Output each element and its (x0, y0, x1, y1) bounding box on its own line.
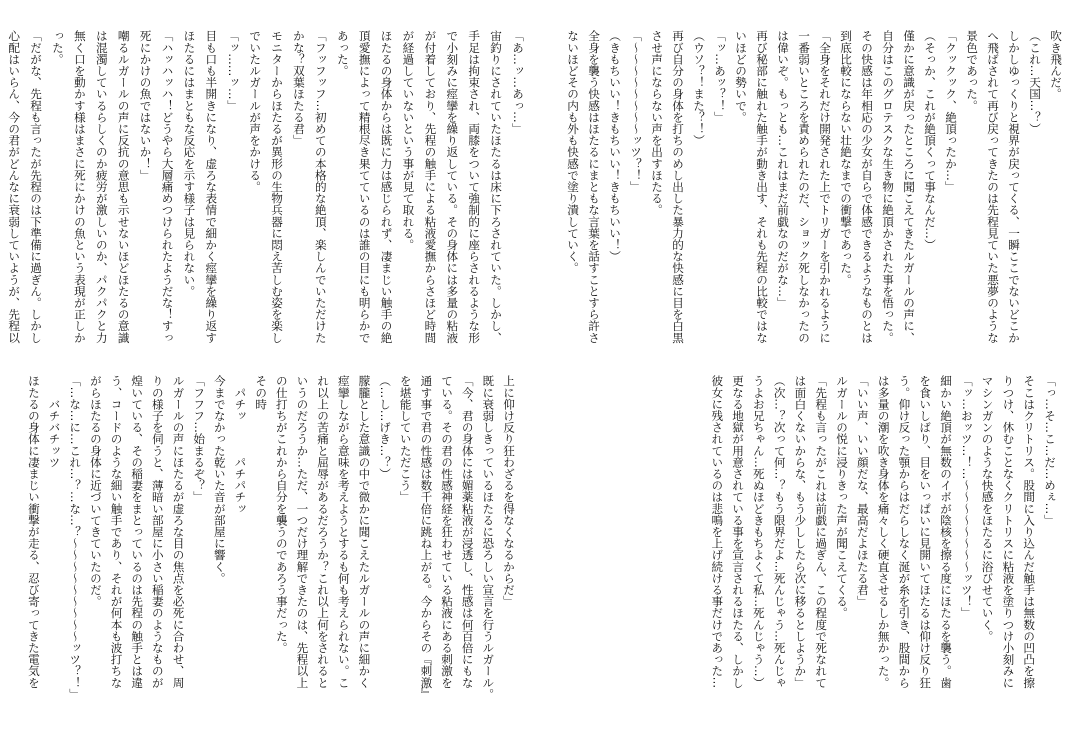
text-column: （次…？次って何…？もう限界だよ…死んじゃう…死んじゃ (772, 375, 787, 689)
text-column: パチッ パチパチッ (233, 375, 248, 515)
text-column: マシンガンのような快感をほたるに浴びせていく。 (980, 375, 995, 642)
text-column: がらほたるの身体に近づいてきていたのだ。 (88, 375, 103, 607)
text-column: うよお兄ちゃん…死ぬほどきもちよくて私…死んじゃう…） (751, 375, 766, 689)
text-column: 一番弱いところを責められたのだ、ショック死しなかったの (797, 30, 811, 344)
text-column: でいたルガールが声をかける。 (248, 30, 263, 193)
text-column: 「フッフッフ…初めての本格的な絶頂、楽しんでいただけた (313, 30, 328, 344)
text-column: バチバチッツ (47, 375, 62, 468)
text-column: （きもちいい！きもちいい！きもちいい！） (608, 30, 622, 262)
text-column: （これ…天国…？） (1028, 30, 1042, 135)
text-column: 上に仰け反り狂わざるを得なくなるからだ」 (502, 375, 516, 607)
text-column: ルガールの悦に浸りきった声が聞こえてくる。 (835, 375, 850, 619)
text-column: しかしゆっくりと視界が戻ってくる、一瞬ここでないどこか (1007, 30, 1021, 344)
text-column: 「いい声、いい顔だな、最高だよほたる君」 (855, 375, 870, 607)
text-column: 再び自分の身体を打ちのめし出した暴力的な快感に目を白黒 (671, 30, 685, 344)
text-column: が経過していないという事が見て取れる。 (401, 30, 416, 251)
text-column: を食いしばり、目をいっぱいに見開いてほたるは仰け反り狂 (918, 375, 933, 689)
text-column: ほたるの身体からは既に力は感じられず、凄まじい触手の絶 (379, 30, 394, 344)
text-column: 手足は拘束され、両膝をついて強制的に座らされるような形 (467, 30, 482, 344)
text-column: ないほどその内も外も快感で塗り潰していく。 (566, 30, 580, 274)
text-column: 「～～～～～～～～ッツ？！」 (629, 30, 643, 193)
text-column: 「先程も言ったがこれは前戯に過ぎん、この程度で死なれて (814, 375, 829, 689)
text-column: 「…な…に…これ…？…な…？～～～～～～～～～ッツ？！」 (68, 375, 83, 700)
text-column: は偉いぞ。もっとも…これはまだ前戯なのだがな…」 (776, 30, 790, 309)
text-column: いうのだろうか…ただ、一つだけ理解できたのは、先程以上 (295, 375, 310, 689)
text-column: 細かい絶頂が無数のイボが陰核を擦る度にほたるを襲う。歯 (939, 375, 954, 689)
text-column: あった。 (335, 30, 350, 77)
text-column: りつけ、休むことなくクリトリスに粘液を塗りつけ小刻みに (1001, 375, 1016, 689)
text-column: りの様子を伺うと、薄暗い部屋に小さい稲妻のようなものが (150, 375, 165, 689)
text-column: モニターからほたるが異形の生物兵器に悶え苦しむ姿を楽し (270, 30, 285, 344)
text-column: 「全身をそれだけ開発された上でトリガーを引かれるように (818, 30, 832, 344)
text-column: を堪能していただこう」 (398, 375, 413, 503)
text-column: の仕打ちがこれから自分を襲うのであろう事だった。 (274, 375, 289, 654)
text-column: 「だがな、先程も言ったが先程のは下準備に過ぎん。しかし (29, 30, 44, 344)
text-column: 到底比較にならない壮絶なまでの衝撃であった。 (839, 30, 853, 286)
text-column: ほたるにはまともな反応を示す様子は見られない。 (182, 30, 197, 297)
text-column: いほどの勢いで。 (734, 30, 748, 123)
text-column: （…し…げき…？） (378, 375, 393, 480)
text-column: 「ッ…あッ？！」 (713, 30, 727, 123)
text-column: 吹き飛んだ。 (1049, 30, 1063, 100)
text-column: れ以上の苦痛と屈辱があるだろうか？これ以上何をされると (316, 375, 331, 689)
text-column: 僅かに意識が戻ったところに聞こえてきたルガールの声に、 (902, 30, 916, 344)
text-column: 目も口も半開きになり、虚ろな表情で細かく痙攣を繰り返す (204, 30, 219, 344)
text-column: 無く口を動かす様はまさに死にかけの魚という表現が正しか (72, 30, 87, 344)
text-column: は混濁しているらしくのか疲労が激しいのか、パクパクと力 (94, 30, 109, 344)
text-column: は多量の潮を吹き身体を痛々しく硬直させるしか無かった。 (876, 375, 891, 689)
text-column: 「今、君の身体には媚薬粘液が浸透し、性感は何百倍にもな (460, 375, 475, 689)
text-column: 嘲るルガールの声に反抗の意思も示せないほどほたるの意識 (116, 30, 131, 344)
text-block-right-top (562, 30, 1066, 343)
text-column: 景色であった。 (965, 30, 979, 112)
text-column: その時 (254, 375, 269, 410)
text-column: 既に衰弱しきっているほたるに恐ろしい宣言を行うルガール。 (481, 375, 496, 700)
text-column: 「ッ……ッ…」 (226, 30, 241, 112)
text-column: その快感は年相応の少女が自らで体感できるようなものとは (860, 30, 874, 344)
text-column: った。 (50, 30, 65, 65)
text-column: 「ッ…おッツ…！…～～～～～～～～ッツ！」 (959, 375, 974, 619)
text-column: 自分はこのグロテスクな生き物に絶頂かされた事を悟った。 (881, 30, 895, 344)
text-column: 煌いている、その稲妻をまとっているのは先程の触手とは違 (130, 375, 145, 689)
text-column: ている。その君の性感神経を狂わせている粘液にある刺激を (440, 375, 455, 689)
text-column: 彼女に残されているのは悲鳴を上げ続ける事だけであった… (710, 375, 725, 689)
text-column: そこはクリトリス。股間に入り込んだ触手は無数の凹凸を擦 (1022, 375, 1037, 689)
text-column: 宙釣りにされていたほたるは床に下ろされていた。しかし、 (489, 30, 504, 344)
text-column: 死にかけの魚ではないか！」 (138, 30, 153, 181)
text-column: で小刻みに痙攣を繰り返している。その身体には多量の粘液 (445, 30, 460, 344)
text-column: 「クックック、絶頂ったか…」 (944, 30, 958, 193)
right-page (540, 0, 1080, 751)
text-column: 心配はいらん、今の君がどんなに衰弱していようが、先程以 (7, 30, 22, 344)
text-column: （ウソ？！また？！） (692, 30, 706, 146)
text-column: 全身を襲う快感はほたるにまともな言葉を話すことすら許さ (587, 30, 601, 344)
text-block-left-top (2, 30, 528, 343)
text-column: が付着しており、先程の触手による粘液愛撫からさほど時間 (423, 30, 438, 344)
text-column: させ声にならない声を出すほたる。 (650, 30, 664, 216)
text-column: かな？双葉ほたる君」 (291, 30, 306, 146)
text-column: ほたるの身体に凄まじい衝撃が走る、忍び寄ってきた電気を (26, 375, 41, 689)
text-column: 「あ…ッ…あっ…」 (511, 30, 525, 135)
text-column: へ飛ばされて再び戻ってきたのは先程見ていた悪夢のような (986, 30, 1000, 344)
text-column: ルガールの声にほたるが虚ろな目の焦点を必死に合わせ、周 (171, 375, 186, 689)
text-column: 朦朧とした意識の中で微かに聞こえたルガールの声に細かく (357, 375, 372, 689)
text-column: 痙攣しながら意味を考えようとするも何も考えられない。こ (336, 375, 351, 689)
text-column: 再び秘部に触れた触手が動き出す、それも先程の比較ではな (755, 30, 769, 344)
text-column: 頂愛撫によって精根尽き果てているのは誰の目にも明らかで (357, 30, 372, 344)
text-column: 更なる地獄が用意されている事を宣言されるほたる、しかし (731, 375, 746, 689)
text-column: 通す事で君の性感は数千倍に跳ね上がる。今からその『刺激』 (419, 375, 434, 700)
text-column: 「っ…そ…こ…だ…めぇ…」 (1043, 375, 1057, 526)
text-column: は面白くないからな、もう少ししたら次に移るとしようか」 (793, 375, 808, 689)
text-block-right-bottom (706, 375, 1060, 688)
text-column: う。仰け反った顎からはだらしなく涎が糸を引き、股間から (897, 375, 912, 689)
text-column: う、コードのような細い触手であり、それが何本も波打ちな (109, 375, 124, 689)
text-column: 「ハッハッハ！どうやら大層痛めつけられたようだな！すっ (160, 30, 175, 344)
text-column: 今までなかった乾いた音が部屋に響く。 (212, 375, 227, 584)
text-column: （そっか、これが絶頂くって事なんだ…） (923, 30, 937, 251)
text-block-left-bottom (23, 375, 519, 700)
text-column: 「フフフ…始まるぞ？」 (192, 375, 207, 503)
